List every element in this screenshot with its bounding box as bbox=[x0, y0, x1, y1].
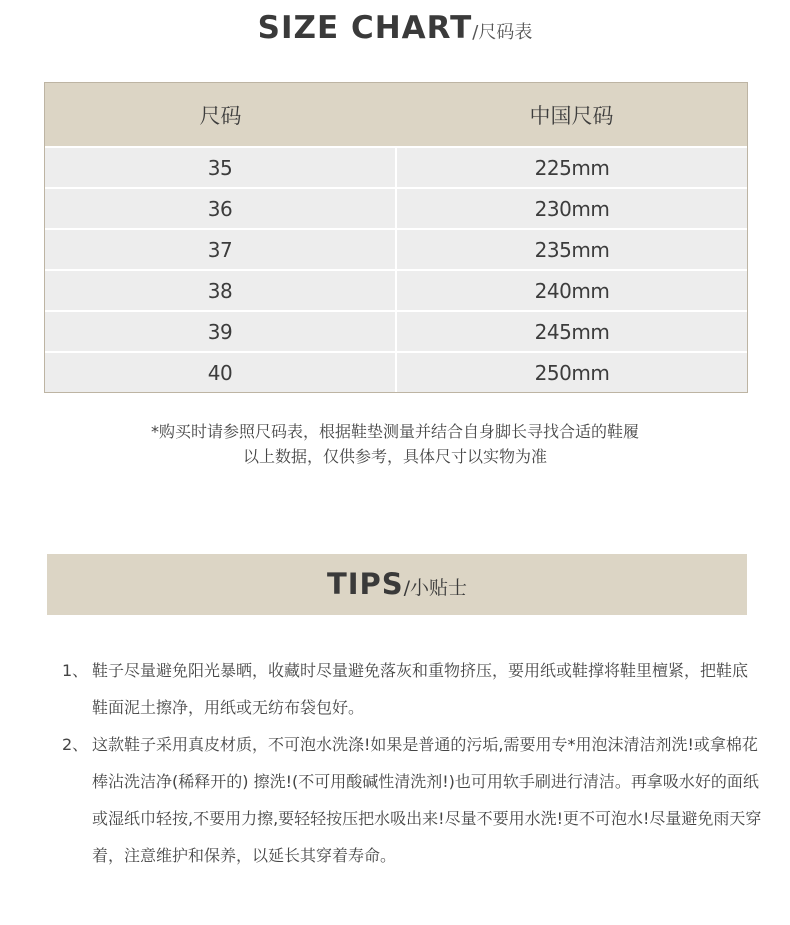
table-row bbox=[45, 269, 747, 310]
table-row bbox=[45, 228, 747, 269]
size-chart-title bbox=[0, 0, 790, 60]
cell-cn-size: 230mm bbox=[397, 189, 747, 228]
size-table-body bbox=[45, 146, 747, 392]
cell-size: 37 bbox=[45, 230, 395, 269]
cell-cn-size: 250mm bbox=[397, 353, 747, 392]
size-table-header bbox=[45, 83, 747, 146]
tip-number: 2、 bbox=[62, 735, 89, 754]
cell-cn-size: 240mm bbox=[397, 271, 747, 310]
tip-text: 鞋子尽量避免阳光暴晒，收藏时尽量避免落灰和重物挤压，要用纸或鞋撑将鞋里檀紧，把鞋底鞋面泥土擦净，用纸或无纺布袋包好。 bbox=[92, 661, 749, 717]
size-note-line-1: *购买时请参照尺码表，根据鞋垫测量并结合自身脚长寻找合适的鞋履 bbox=[150, 422, 639, 441]
cell-size: 40 bbox=[45, 353, 395, 392]
size-chart-title-main: SIZE CHART bbox=[257, 10, 473, 46]
cell-cn-size: 235mm bbox=[397, 230, 747, 269]
table-row bbox=[45, 187, 747, 228]
size-chart-title-sub: /尺码表 bbox=[472, 22, 533, 43]
size-note-line-2: 以上数据，仅供参考，具体尺寸以实物为准 bbox=[242, 447, 547, 466]
cell-size: 39 bbox=[45, 312, 395, 351]
header-cn-size: 中国尺码 bbox=[529, 103, 614, 128]
tip-item bbox=[62, 726, 762, 874]
header-size: 尺码 bbox=[199, 103, 242, 128]
table-row bbox=[45, 310, 747, 351]
tips-title-sub: /小贴士 bbox=[403, 577, 468, 599]
tips-list bbox=[62, 652, 762, 874]
table-row bbox=[45, 351, 747, 392]
tip-text: 这款鞋子采用真皮材质，不可泡水洗涤!如果是普通的污垢,需要用专*用泡沫清洁剂洗!或拿棉花棒沾洗洁净(稀释开的) 擦洗!(不可用酸碱性清洗剂!)也可用软手刷进行清洁。再拿吸水好的面纸或湿纸巾轻按,不要用力擦,要轻轻按压把水吸出来!尽量不要用水洗!更不可泡水!尽量避免雨天穿着，注意维护和保养，以延长其穿着寿命。 bbox=[92, 735, 762, 865]
size-note bbox=[0, 419, 790, 469]
cell-size: 35 bbox=[45, 148, 395, 187]
tip-item bbox=[62, 652, 762, 726]
size-table bbox=[44, 82, 748, 393]
table-row bbox=[45, 146, 747, 187]
cell-cn-size: 245mm bbox=[397, 312, 747, 351]
cell-size: 36 bbox=[45, 189, 395, 228]
tips-title-main: TIPS bbox=[326, 567, 404, 601]
tip-number: 1、 bbox=[62, 661, 89, 680]
cell-cn-size: 225mm bbox=[397, 148, 747, 187]
cell-size: 38 bbox=[45, 271, 395, 310]
tips-banner bbox=[47, 554, 747, 615]
